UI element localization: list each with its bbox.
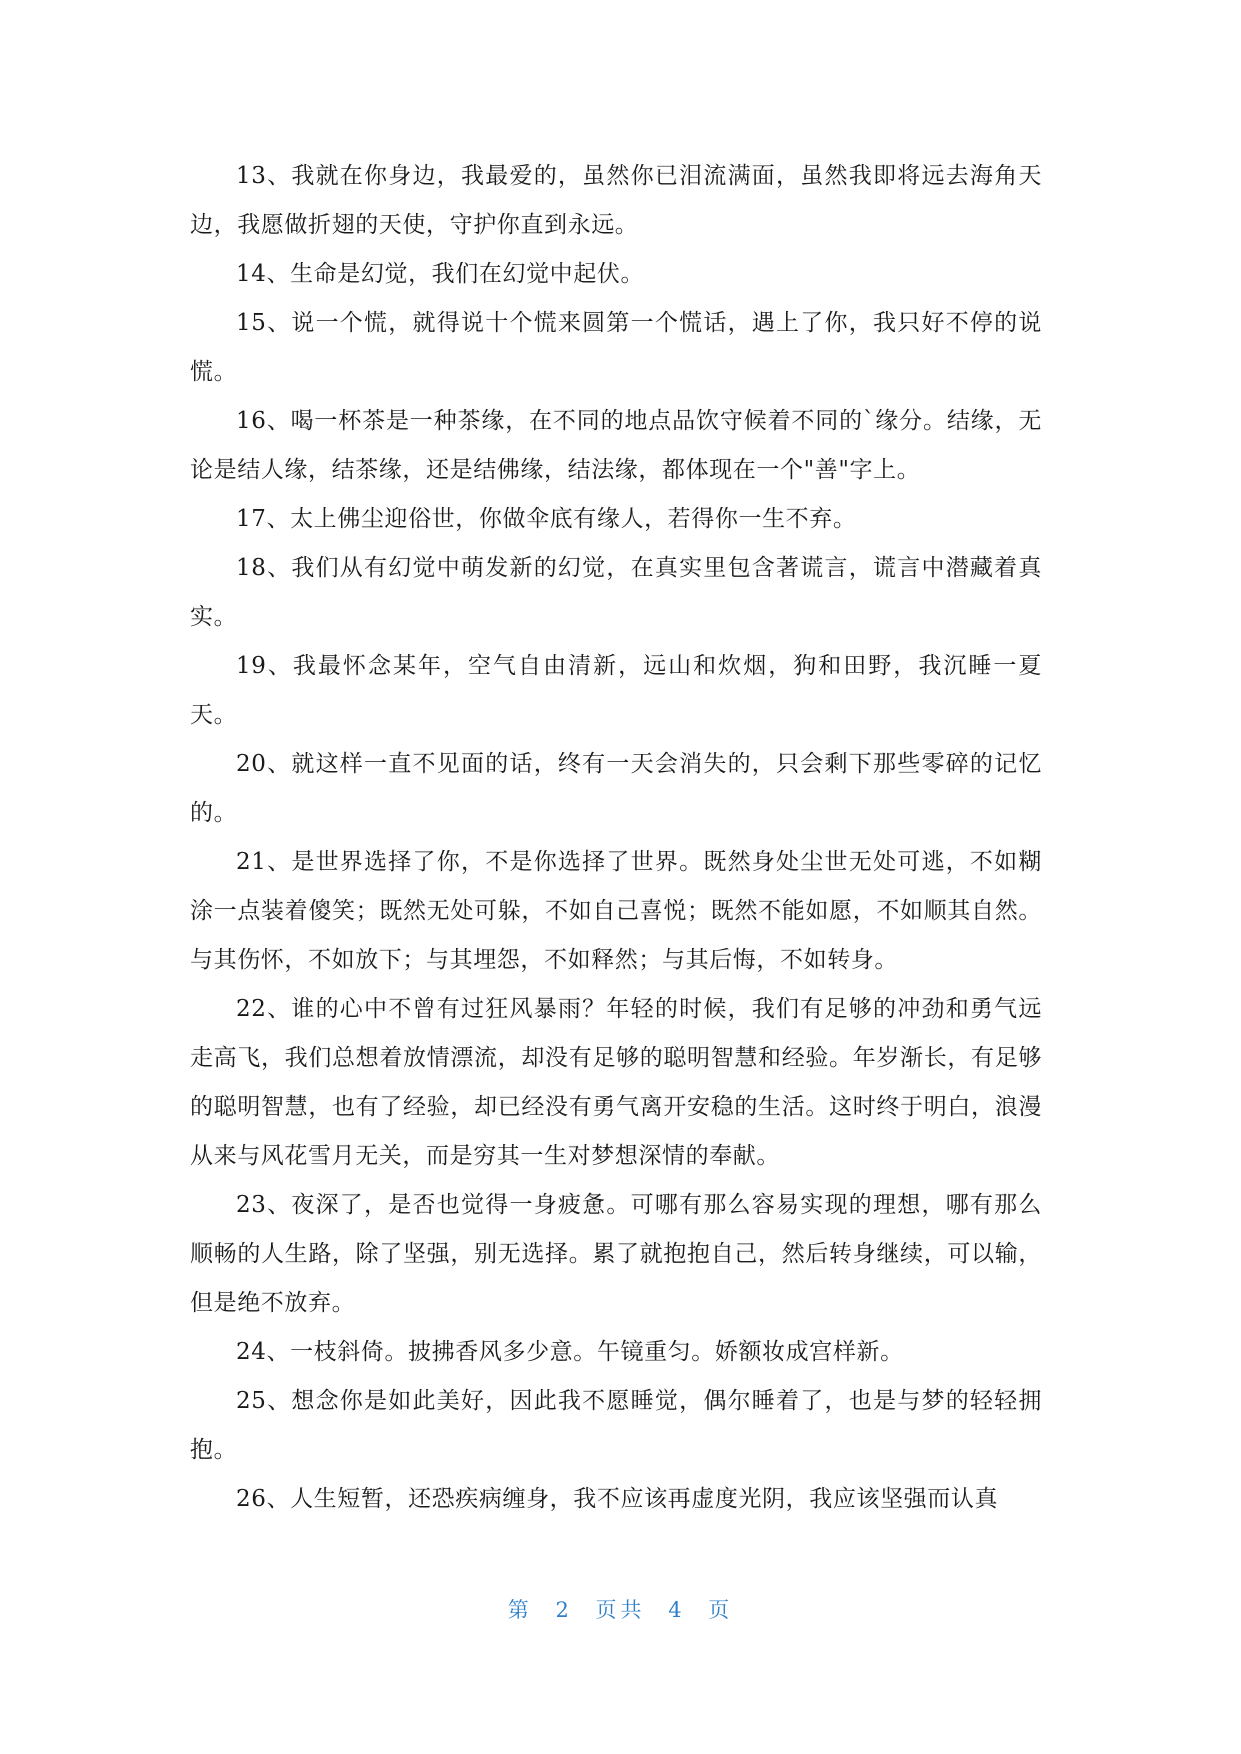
paragraph-25: 25、想念你是如此美好，因此我不愿睡觉，偶尔睡着了，也是与梦的轻轻拥抱。 bbox=[190, 1388, 1042, 1463]
paragraph-16: 16、喝一杯茶是一种茶缘，在不同的地点品饮守候着不同的`缘分。结缘，无论是结人缘，结茶缘，还是结佛缘，结法缘，都体现在一个"善"字上。 bbox=[190, 408, 1042, 483]
paragraph-19: 19、我最怀念某年，空气自由清新，远山和炊烟，狗和田野，我沉睡一夏天。 bbox=[190, 653, 1042, 728]
paragraph-26: 26、人生短暂，还恐疾病缠身，我不应该再虚度光阴，我应该坚强而认真 bbox=[236, 1486, 999, 1512]
paragraph-22: 22、谁的心中不曾有过狂风暴雨？年轻的时候，我们有足够的冲劲和勇气远走高飞，我们总想着放情漂流，却没有足够的聪明智慧和经验。年岁渐长，有足够的聪明智慧，也有了经验，却已经没有勇气离开安稳的生活。这时终于明白，浪漫从来与风花雪月无关，而是穷其一生对梦想深情的奉献。 bbox=[190, 996, 1042, 1169]
paragraph-14: 14、生命是幻觉，我们在幻觉中起伏。 bbox=[236, 261, 645, 287]
document-body bbox=[190, 152, 1042, 1524]
footer-page-suffix: 页 bbox=[708, 1598, 734, 1622]
paragraph-23: 23、夜深了，是否也觉得一身疲惫。可哪有那么容易实现的理想，哪有那么顺畅的人生路，除了坚强，别无选择。累了就抱抱自己，然后转身继续，可以输，但是绝不放弃。 bbox=[190, 1192, 1042, 1316]
footer-current-page: 2 bbox=[555, 1598, 573, 1622]
paragraph-18: 18、我们从有幻觉中萌发新的幻觉，在真实里包含著谎言，谎言中潜藏着真实。 bbox=[190, 555, 1042, 630]
footer-total-pages: 4 bbox=[668, 1598, 686, 1622]
paragraph-15: 15、说一个慌，就得说十个慌来圆第一个慌话，遇上了你，我只好不停的说慌。 bbox=[190, 310, 1042, 385]
paragraph-21: 21、是世界选择了你，不是你选择了世界。既然身处尘世无处可逃，不如糊涂一点装着傻笑；既然无处可躲，不如自己喜悦；既然不能如愿，不如顺其自然。与其伤怀，不如放下；与其埋怨，不如释然；与其后悔，不如转身。 bbox=[190, 849, 1042, 973]
paragraph-13: 13、我就在你身边，我最爱的，虽然你已泪流满面，虽然我即将远去海角天边，我愿做折翅的天使，守护你直到永远。 bbox=[190, 163, 1042, 238]
footer-of-label: 页共 bbox=[595, 1598, 646, 1622]
paragraph-24: 24、一枝斜倚。披拂香风多少意。午镜重匀。娇额妆成宫样新。 bbox=[236, 1339, 904, 1365]
footer-page-label: 第 bbox=[507, 1598, 533, 1622]
page-footer bbox=[0, 1594, 1241, 1624]
paragraph-20: 20、就这样一直不见面的话，终有一天会消失的，只会剩下那些零碎的记忆的。 bbox=[190, 751, 1042, 826]
paragraph-17: 17、太上佛尘迎俗世，你做伞底有缘人，若得你一生不弃。 bbox=[236, 506, 857, 532]
